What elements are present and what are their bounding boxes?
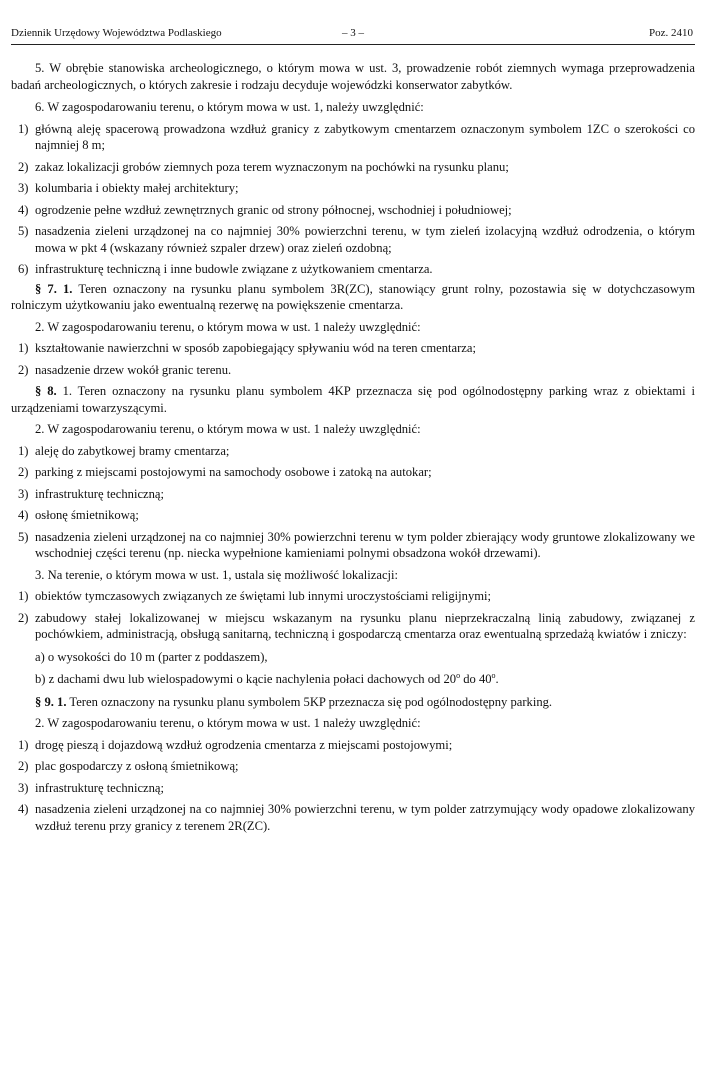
section-7: § 7. 1. Teren oznaczony na rysunku planu symbolem 3R(ZC), stanowiący grunt rolny, pozostawia się w dotychczasowym rolniczym użytkowaniu jako ewentualną rezerwę na powiększenie cmentarza. bbox=[11, 281, 696, 312]
section-9-paragraph-2: 2. W zagospodarowaniu terenu, o którym mowa w ust. 1 należy uwzględnić: bbox=[35, 716, 421, 730]
list-item: 5) nasadzenia zieleni urządzonej na co najmniej 30% powierzchni terenu, w tym zieleń izolacyjną wzdłuż odrodzenia, o którym mowa w pkt 4 (wskazany również szpaler drzew) oraz zieleń ozdobną; bbox=[18, 224, 695, 255]
list-item: 4) nasadzenia zieleni urządzonej na co najmniej 30% powierzchni terenu, w tym polder zatrzymujący wody opadowe zlokalizowany wzdłuż terenu przy granicy z terenem 2R(ZC). bbox=[18, 802, 695, 833]
list-item: 1) główną aleję spacerową prowadzona wzdłuż granicy z zabytkowym cmentarzem oznaczonym symbolem 1ZC o szerokości co najmniej 8 m; bbox=[18, 121, 695, 152]
section-9-heading: § 9. 1. bbox=[35, 694, 67, 709]
list-item: 1) aleję do zabytkowej bramy cmentarza; bbox=[18, 443, 230, 458]
journal-title: Dziennik Urzędowy Województwa Podlaskiego bbox=[11, 27, 222, 39]
sub-item-b: b) z dachami dwu lub wielospadowymi o kącie nachylenia połaci dachowych od 20$^o$ do 40$^o$. bbox=[35, 670, 499, 686]
list-item: 2) nasadzenie drzew wokół granic terenu. bbox=[18, 362, 232, 377]
list-item: 6) infrastrukturę techniczną i inne budowle związane z użytkowaniem cmentarza. bbox=[18, 262, 433, 276]
section-9: § 9. 1. Teren oznaczony na rysunku planu symbolem 5KP przeznacza się pod ogólnodostępny parking. bbox=[35, 694, 553, 709]
list-item: 4) ogrodzenie pełne wzdłuż zewnętrznych granic od strony północnej, wschodniej i południowej; bbox=[18, 202, 512, 217]
section-7-heading: § 7. 1. bbox=[35, 281, 73, 296]
list-item: 3) infrastrukturę techniczną; bbox=[18, 486, 165, 501]
sub-item-a: a) o wysokości do 10 m (parter z poddaszem), bbox=[35, 649, 268, 664]
list-item: 1) kształtowanie nawierzchni w sposób zapobiegający spływaniu wód na teren cmentarza; bbox=[18, 341, 476, 355]
document-body bbox=[11, 60, 695, 834]
paragraph-6: 6. W zagospodarowaniu terenu, o którym mowa w ust. 1, należy uwzględnić: bbox=[35, 100, 424, 114]
page-header bbox=[11, 24, 695, 45]
page-number: – 3 – bbox=[342, 27, 364, 39]
section-8-paragraph-2: 2. W zagospodarowaniu terenu, o którym mowa w ust. 1 należy uwzględnić: bbox=[35, 422, 421, 436]
list-item: 5) nasadzenia zieleni urządzonej na co najmniej 30% powierzchni terenu w tym polder zbierający wody gruntowe zlokalizowany we wschodniej części terenu (np. niecka wypełnione kamieniami polnymi obsadzona wokół drzewami). bbox=[18, 529, 695, 560]
list-item: 3) kolumbaria i obiekty małej architektury; bbox=[18, 181, 239, 195]
list-item: 2) zakaz lokalizacji grobów ziemnych poza terem wyznaczonym na pochówki na rysunku planu; bbox=[18, 159, 509, 174]
list-item: 3) infrastrukturę techniczną; bbox=[18, 780, 165, 795]
list-item: 1) drogę pieszą i dojazdową wzdłuż ogrodzenia cmentarza z miejscami postojowymi; bbox=[18, 737, 453, 752]
list-item: 2) plac gospodarczy z osłoną śmietnikową; bbox=[18, 759, 239, 773]
list-item: 1) obiektów tymczasowych związanych ze świętami lub innymi uroczystościami religijnymi; bbox=[18, 589, 492, 603]
list-item: 2) zabudowy stałej lokalizowanej w miejscu wskazanym na rysunku planu nieprzekraczalną linią zabudowy, związanej z pochówkiem, administracją, obsługą sanitarną, techniczną i gospodarczą cmentarza oraz ewentualną sprzedażą kwiatów i zniczy: bbox=[18, 610, 695, 641]
section-8-heading: § 8. bbox=[35, 384, 57, 398]
section-7-paragraph-2: 2. W zagospodarowaniu terenu, o którym mowa w ust. 1 należy uwzględnić: bbox=[35, 319, 421, 334]
list-item: 4) osłonę śmietnikową; bbox=[18, 508, 139, 522]
section-8: § 8. 1. Teren oznaczony na rysunku planu symbolem 4KP przeznacza się pod ogólnodostępny parking wraz z obiektami i urządzeniami towarzyszącymi. bbox=[11, 384, 695, 415]
position-number: Poz. 2410 bbox=[649, 27, 693, 39]
paragraph-5: 5. W obrębie stanowiska archeologicznego, o którym mowa w ust. 3, prowadzenie robót ziemnych wymaga przeprowadzenia badań archeologicznych, o których zakresie i rodzaju decyduje wojewódzki konserwator zabytków. bbox=[11, 61, 695, 92]
section-8-paragraph-3: 3. Na terenie, o którym mowa w ust. 1, ustala się możliwość lokalizacji: bbox=[35, 567, 399, 582]
list-item: 2) parking z miejscami postojowymi na samochody osobowe i zatoką na autokar; bbox=[18, 465, 432, 479]
